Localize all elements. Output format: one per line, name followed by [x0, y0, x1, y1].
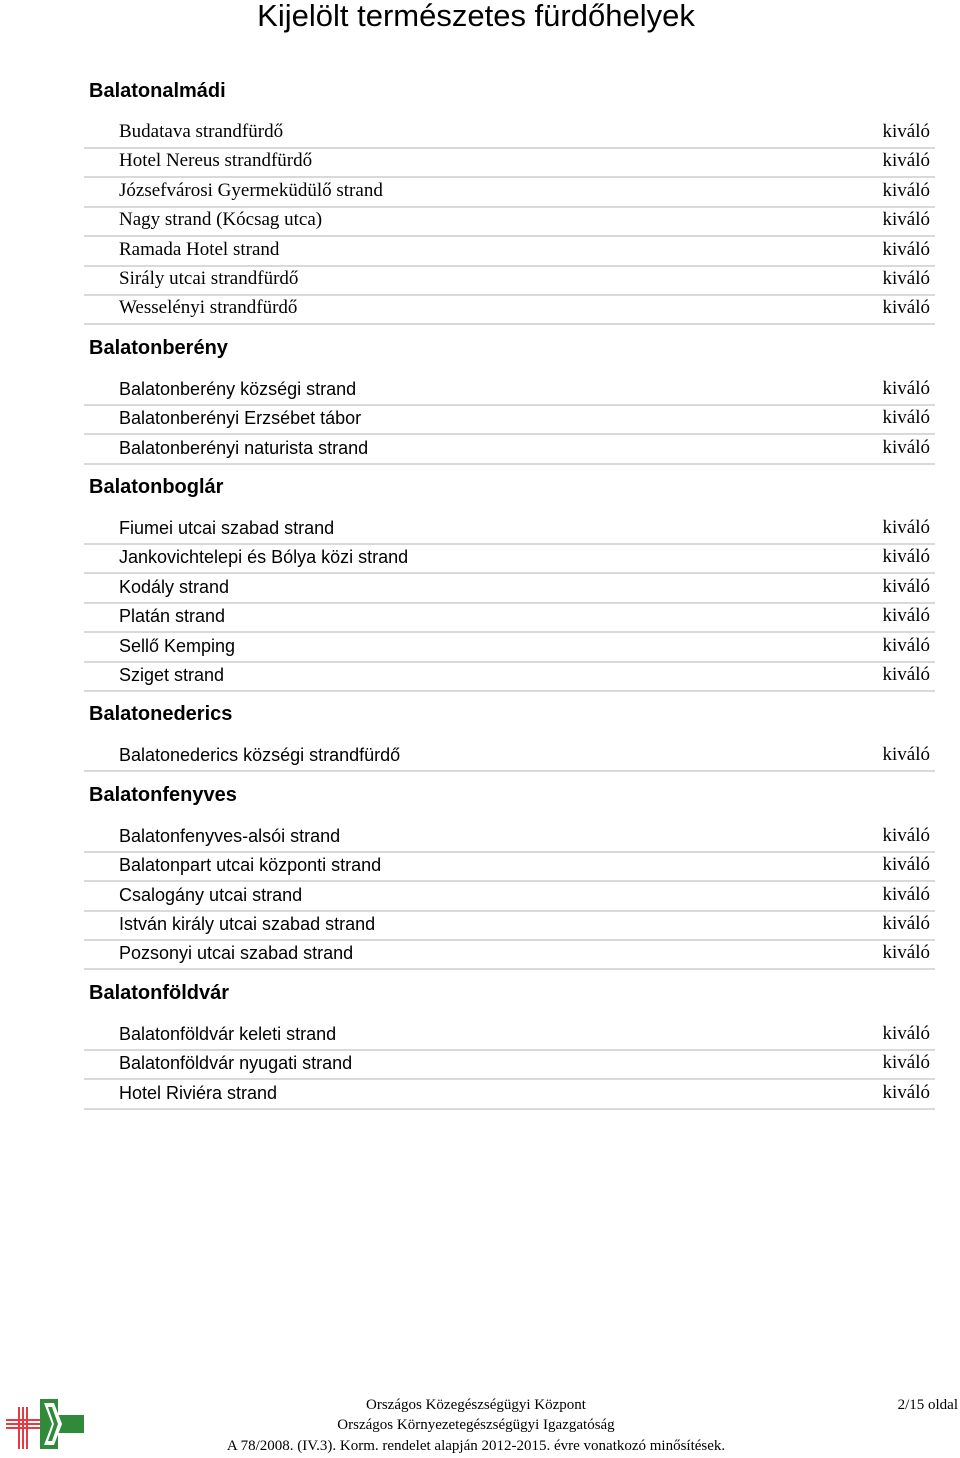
beach-name: Hotel Nereus strandfürdő	[119, 150, 313, 172]
beach-name: Balatonederics községi strandfürdő	[119, 745, 401, 766]
beach-name: Balatonfenyves-alsói strand	[119, 825, 341, 846]
beach-rating: kiváló	[882, 546, 930, 568]
beach-row	[84, 912, 935, 941]
beach-rating: kiváló	[882, 634, 930, 656]
beach-row	[84, 824, 935, 853]
beach-name: Balatonberény községi strand	[119, 378, 357, 399]
beach-row	[84, 406, 935, 435]
beach-row	[84, 120, 935, 149]
beach-name: Sellő Kemping	[119, 635, 236, 656]
beach-rating: kiváló	[882, 883, 930, 905]
municipality-heading: Balatonföldvár	[89, 981, 230, 1004]
beach-row	[84, 743, 935, 772]
beach-name: Kodály strand	[119, 576, 230, 597]
beach-row	[84, 604, 935, 633]
beach-rating: kiváló	[882, 238, 930, 260]
beach-name: Fiumei utcai szabad strand	[119, 518, 335, 538]
beach-name: Pozsonyi utcai szabad strand	[119, 943, 354, 964]
page-number: 2/15 oldal	[897, 1397, 958, 1413]
footer-organization: Országos Közegészségügyi Központ	[366, 1397, 586, 1413]
beach-name: Balatonföldvár nyugati strand	[119, 1053, 353, 1074]
beach-rating: kiváló	[882, 1052, 930, 1074]
beach-rating: kiváló	[882, 664, 930, 685]
beach-row	[84, 545, 935, 574]
beach-name: Sirály utcai strandfürdő	[119, 268, 299, 289]
beach-name: István király utcai szabad strand	[119, 914, 376, 934]
beach-rating: kiváló	[882, 744, 930, 766]
beach-name: Csalogány utcai strand	[119, 884, 303, 905]
beach-rating: kiváló	[882, 605, 930, 627]
footer-directorate: Országos Környezetegészségügyi Igazgatóság	[337, 1417, 615, 1433]
beach-rating: kiváló	[882, 517, 930, 538]
municipality-heading: Balatonederics	[89, 703, 233, 726]
beach-rating: kiváló	[882, 913, 930, 934]
beach-row	[84, 296, 935, 325]
beach-rating: kiváló	[882, 1022, 930, 1044]
beach-rating: kiváló	[882, 436, 930, 458]
beach-row	[84, 208, 935, 237]
beach-rating: kiváló	[882, 121, 930, 142]
beach-rating: kiváló	[882, 377, 930, 399]
beach-rating: kiváló	[882, 268, 930, 289]
beach-row	[84, 1081, 935, 1110]
beach-rating: kiváló	[882, 854, 930, 876]
beach-row	[84, 575, 935, 604]
beach-name: Sziget strand	[119, 665, 225, 685]
beach-row	[84, 1051, 935, 1080]
beach-name: Budatava strandfürdő	[119, 121, 284, 142]
municipality-heading: Balatonboglár	[89, 476, 224, 498]
beach-row	[84, 1022, 935, 1051]
beach-row	[84, 634, 935, 663]
beach-row	[84, 516, 935, 545]
beach-rating: kiváló	[882, 575, 930, 597]
beach-row	[84, 663, 935, 692]
beach-row	[84, 436, 935, 465]
beach-rating: kiváló	[882, 942, 930, 964]
beach-name: Balatonföldvár keleti strand	[119, 1023, 337, 1044]
beach-name: Jankovichtelepi és Bólya közi strand	[119, 547, 409, 568]
beach-row	[84, 267, 935, 296]
beach-rating: kiváló	[882, 1081, 930, 1103]
municipality-heading: Balatonalmádi	[89, 80, 226, 102]
beach-name: Nagy strand (Kócsag utca)	[119, 209, 323, 231]
beach-name: Balatonpart utcai központi strand	[119, 855, 382, 876]
beach-name: Józsefvárosi Gyermeküdülő strand	[119, 179, 383, 201]
beach-name: Platán strand	[119, 606, 226, 627]
beach-row	[84, 238, 935, 267]
beach-rating: kiváló	[882, 297, 930, 319]
beach-row	[84, 377, 935, 406]
page-title: Kijelölt természetes fürdőhelyek	[257, 0, 695, 33]
beach-row	[84, 149, 935, 178]
beach-name: Ramada Hotel strand	[119, 238, 280, 260]
beach-rating: kiváló	[882, 150, 930, 172]
municipality-heading: Balatonberény	[89, 336, 228, 359]
beach-rating: kiváló	[882, 407, 930, 429]
beach-name: Balatonberényi naturista strand	[119, 437, 369, 458]
beach-name: Balatonberényi Erzsébet tábor	[119, 408, 362, 429]
beach-rating: kiváló	[882, 179, 930, 201]
beach-rating: kiváló	[882, 209, 930, 231]
beach-row	[84, 883, 935, 912]
beach-name: Wesselényi strandfürdő	[119, 297, 298, 319]
municipality-heading: Balatonfenyves	[89, 783, 237, 806]
beach-row	[84, 941, 935, 970]
beach-row	[84, 179, 935, 208]
beach-rating: kiváló	[882, 824, 930, 846]
beach-name: Hotel Riviéra strand	[119, 1082, 278, 1103]
footer-regulation-note: A 78/2008. (IV.3). Korm. rendelet alapján 2012-2015. évre vonatkozó minősítések.	[226, 1438, 726, 1454]
beach-row	[84, 853, 935, 882]
